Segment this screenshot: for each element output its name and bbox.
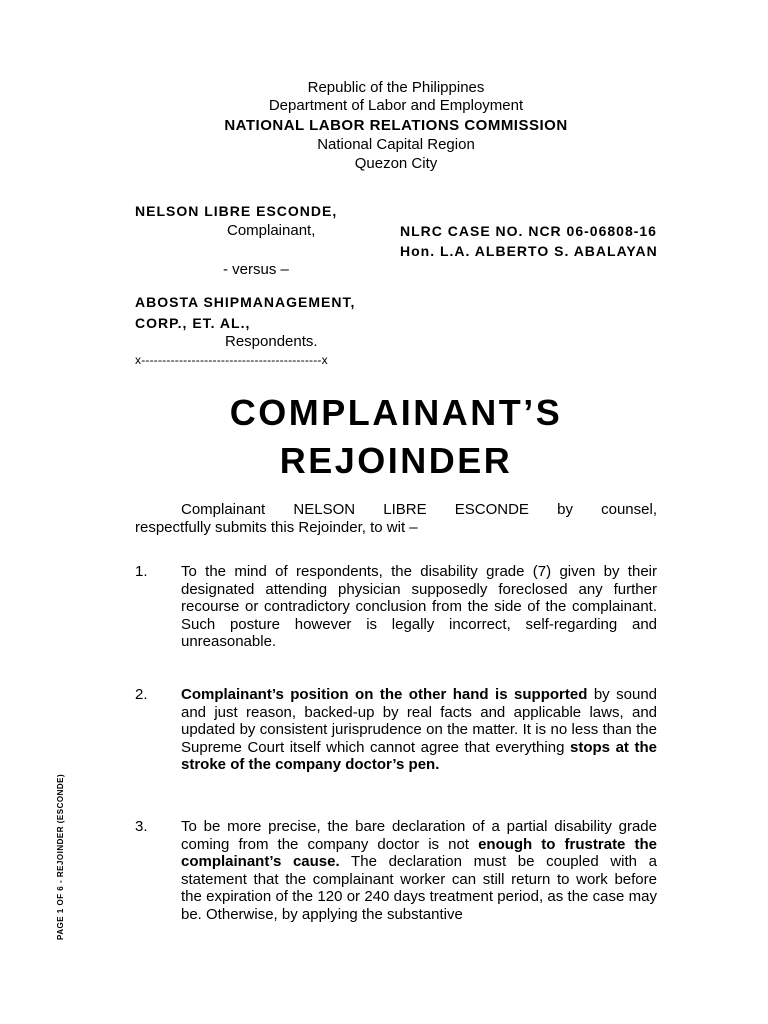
complainant-name: NELSON LIBRE ESCONDE, <box>135 203 338 219</box>
intro-line1: Complainant NELSON LIBRE ESCONDE by counsel, <box>181 501 657 518</box>
paragraph-3-body-b: The declaration must be coupled with a statement that the complainant worker can still return to work before the expiration of the 120 or 240 days treatment period, as the case may be. Otherwise, by applying the substantive <box>181 853 657 923</box>
respondent-name-line1: ABOSTA SHIPMANAGEMENT, <box>135 294 356 310</box>
caption-separator: x-------------------------------------------x <box>135 353 328 367</box>
paragraph-2-text <box>181 686 657 774</box>
respondent-role: Respondents. <box>225 333 318 350</box>
header-commission: NATIONAL LABOR RELATIONS COMMISSION <box>224 117 568 134</box>
paragraph-2-body: by sound and just reason, backed-up by real facts and applicable laws, and updated by consistent jurisprudence on the matter. It is no less than the Supreme Court itself which cannot agree that everything <box>181 686 657 756</box>
header-department: Department of Labor and Employment <box>268 97 524 114</box>
paragraph-3-number: 3. <box>135 818 148 835</box>
paragraph-1-number: 1. <box>135 563 148 580</box>
complainant-role: Complainant, <box>227 222 316 239</box>
labor-arbiter: Hon. L.A. ALBERTO S. ABALAYAN <box>400 243 658 259</box>
paragraph-2-bold-tail: stops at the stroke of the company doctor’s pen. <box>181 738 657 773</box>
paragraph-3-body-a: To be more precise, the bare declaration of a partial disability grade coming from the company doctor is not <box>181 818 657 853</box>
document-title-line1: COMPLAINANT’S <box>229 392 563 433</box>
header-republic: Republic of the Philippines <box>307 79 485 96</box>
paragraph-2-number: 2. <box>135 686 148 703</box>
case-number: NLRC CASE NO. NCR 06-06808-16 <box>400 223 657 239</box>
intro-line2: respectfully submits this Rejoinder, to wit – <box>135 518 418 536</box>
versus-label: - versus – <box>223 261 289 278</box>
header-region: National Capital Region <box>317 136 475 153</box>
intro-paragraph <box>135 501 657 536</box>
page-side-label: PAGE 1 OF 6 - REJOINDER (ESCONDE) <box>56 773 65 940</box>
paragraph-3-text <box>181 818 657 923</box>
paragraph-3-bold: enough to frustrate the complainant’s cause. <box>181 835 657 870</box>
document-title-line2: REJOINDER <box>279 440 513 481</box>
paragraph-2-bold-lead: Complainant’s position on the other hand is supported <box>181 686 588 703</box>
header-city: Quezon City <box>354 155 438 172</box>
respondent-name-line2: CORP., ET. AL., <box>135 315 251 331</box>
paragraph-1-text: To the mind of respondents, the disability grade (7) given by their designated attending physician supposedly foreclosed any further recourse or contradictory conclusion from the side of the complainant. Such posture however is legally incorrect, self-regarding and unreasonable. <box>181 563 657 650</box>
